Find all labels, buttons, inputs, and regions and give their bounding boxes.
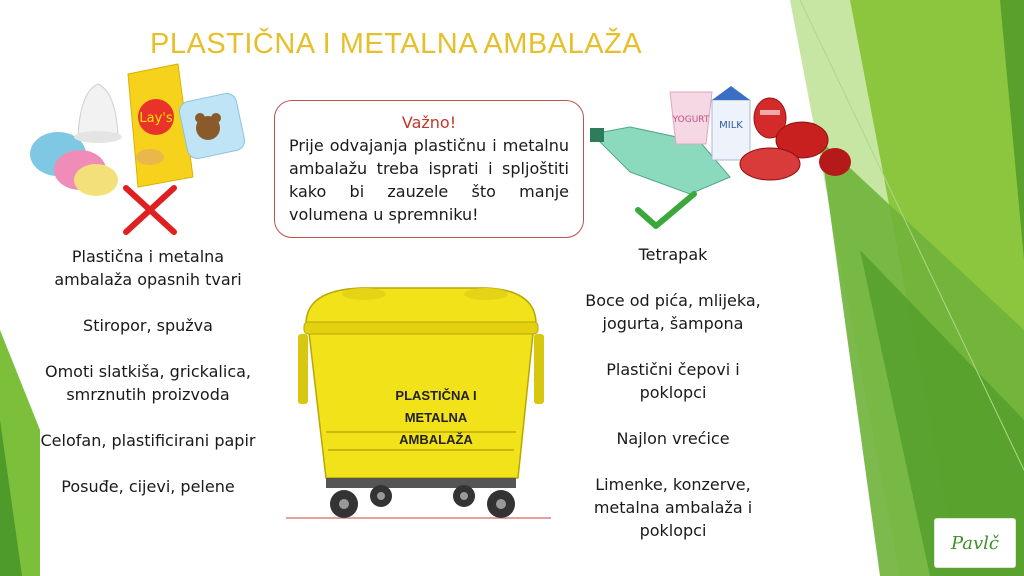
allowed-list [578,243,768,565]
list-item: Tetrapak [638,245,708,264]
not-allowed-icon [120,182,180,238]
page-title: PLASTIČNA I METALNA AMBALAŽA [150,28,643,60]
important-notice [274,100,584,238]
logo-text: Pavlč [950,532,1000,554]
milk-label: MILK [719,120,743,131]
list-item: Najlon vrećice [616,429,730,448]
list-item: Plastični čepovi i poklopci [606,360,740,402]
yellow-container-image [286,282,556,530]
school-logo [934,518,1016,568]
notice-text: Prije odvajanja plastičnu i metalnu ambalažu treba isprati i spljoštiti kako bi zauzele što manje volumena u spremniku! [289,136,569,224]
not-allowed-list [38,245,258,521]
list-item: Plastična i metalna ambalaža opasnih tvari [54,247,242,289]
list-item: Boce od pića, mlijeka, jogurta, šampona [585,291,761,333]
container-label-line-1: PLASTIČNA I [395,388,477,403]
container-label-line-2: METALNA [404,410,468,425]
notice-heading: Važno! [401,113,457,132]
container-label-line-3: AMBALAŽA [399,432,473,447]
list-item: Posuđe, cijevi, pelene [61,477,235,496]
list-item: Limenke, konzerve, metalna ambalaža i poklopci [593,475,753,540]
chips-label: Lay's [139,111,173,126]
yogurt-label: YOGURT [672,115,710,125]
list-item: Stiropor, spužva [83,316,213,335]
list-item: Omoti slatkiša, grickalica, smrznutih proizvoda [45,362,251,404]
allowed-items-image [590,82,860,202]
list-item: Celofan, plastificirani papir [40,431,256,450]
allowed-check-icon [634,190,698,232]
